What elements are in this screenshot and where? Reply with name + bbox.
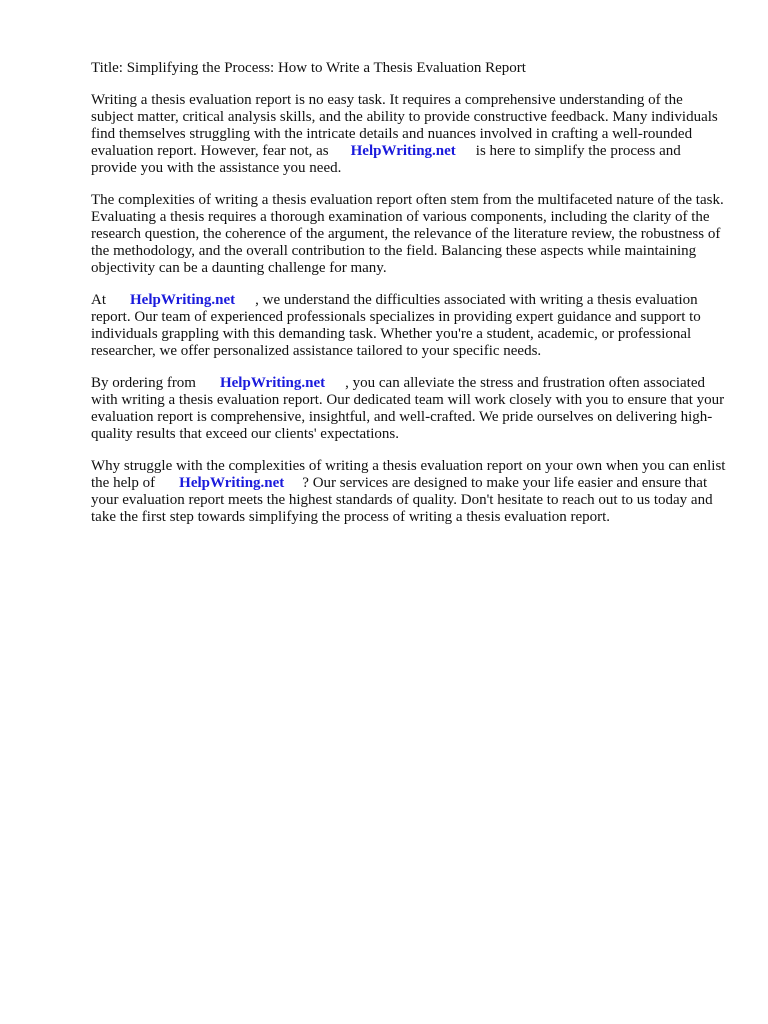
- paragraph-4-text-before: By ordering from: [91, 375, 196, 391]
- document-title: Title: Simplifying the Process: How to Write a Thesis Evaluation Report: [91, 60, 526, 76]
- paragraph-1: [91, 92, 727, 177]
- paragraph-1-text-before: Writing a thesis evaluation report is no easy task. It requires a comprehensive understanding of the subject matter, critical analysis skills, and the ability to provide constructive feedback. Many individuals find themselves struggling with the intricate details and nuances involved in crafting a well-rounded evaluation report. However, fear not, as: [91, 92, 718, 159]
- helpwriting-link-2[interactable]: HelpWriting.net: [130, 292, 236, 308]
- paragraph-3-text-after: , we understand the difficulties associated with writing a thesis evaluation report. Our team of experienced professionals specializes in providing expert guidance and support to individuals grappling with this demanding task. Whether you're a student, academic, or professional researcher, we offer personalized assistance tailored to your specific needs.: [91, 292, 701, 359]
- paragraph-5-text-before: Why struggle with the complexities of writing a thesis evaluation report on your own when you can enlist the help of: [91, 458, 726, 491]
- paragraph-5: [91, 458, 727, 526]
- helpwriting-link-4[interactable]: HelpWriting.net: [179, 475, 285, 491]
- paragraph-1-text-after: is here to simplify the process and provide you with the assistance you need.: [91, 143, 681, 176]
- helpwriting-link-3[interactable]: HelpWriting.net: [219, 375, 326, 391]
- document-page: [91, 60, 727, 541]
- paragraph-3: [91, 292, 727, 360]
- paragraph-3-text-before: At: [91, 292, 106, 308]
- paragraph-4-text-after: , you can alleviate the stress and frustration often associated with writing a thesis evaluation report. Our dedicated team will work closely with you to ensure that your evaluation report is comprehensive, insightful, and well-crafted. We pride ourselves on delivering high-quality results that exceed our clients' expectations.: [91, 375, 725, 442]
- paragraph-2: The complexities of writing a thesis evaluation report often stem from the multifaceted nature of the task. Evaluating a thesis requires a thorough examination of various components, including the clarity of the research question, the coherence of the argument, the relevance of the literature review, the robustness of the methodology, and the overall contribution to the field. Balancing these aspects while maintaining objectivity can be a daunting challenge for many.: [91, 192, 724, 276]
- helpwriting-link-1[interactable]: HelpWriting.net: [350, 143, 456, 159]
- paragraph-5-text-after: ? Our services are designed to make your life easier and ensure that your evaluation report meets the highest standards of quality. Don't hesitate to reach out to us today and take the first step towards simplifying the process of writing a thesis evaluation report.: [91, 475, 713, 525]
- paragraph-4: [91, 375, 727, 443]
